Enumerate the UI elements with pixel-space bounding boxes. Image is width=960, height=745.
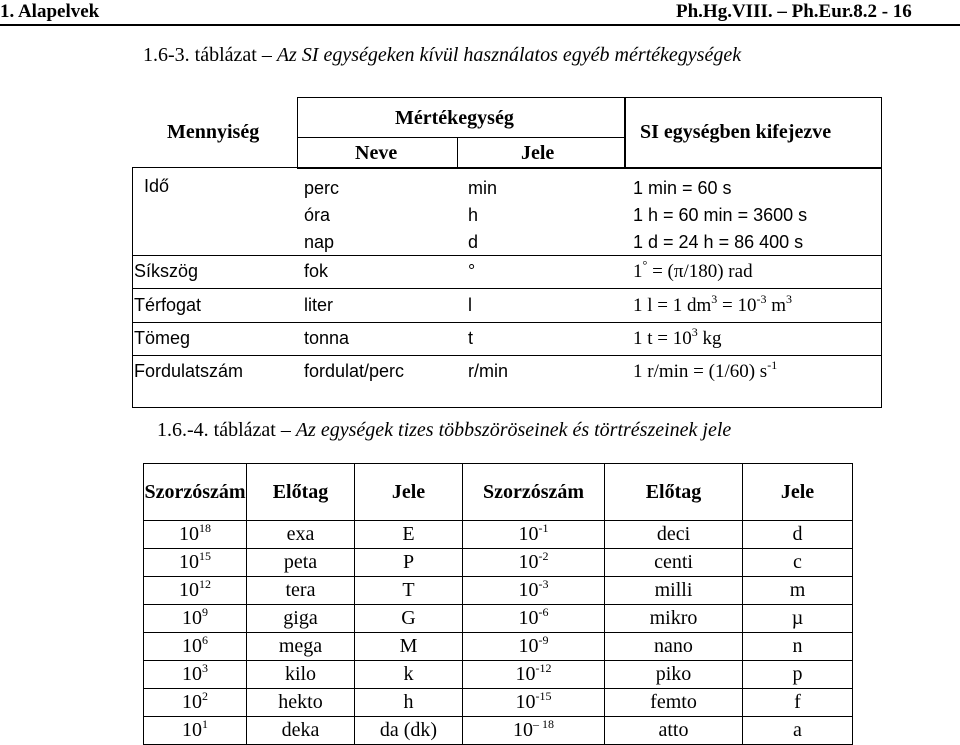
- prefix-text: deka: [281, 719, 320, 741]
- prefix-text: kilo: [284, 663, 317, 685]
- cell-name: óra: [304, 205, 331, 225]
- symbol-text: da (dk): [379, 719, 438, 741]
- multiplier-exponent: 12: [199, 577, 211, 591]
- si-text: 1: [633, 261, 643, 282]
- cell-si: [633, 258, 753, 283]
- multiplier-base: 10: [182, 607, 202, 629]
- multiplier-exponent: -6: [538, 605, 549, 619]
- symbol-cell: [355, 521, 463, 549]
- multiplier-base: 10: [182, 691, 202, 713]
- symbol-text: m: [789, 579, 806, 601]
- multiplier-base: 10: [518, 607, 539, 629]
- multiplier-cell: [463, 689, 605, 717]
- multiplier-exponent: -12: [535, 661, 552, 675]
- prefix-cell: [247, 605, 355, 633]
- prefix-text: centi: [654, 551, 693, 573]
- cell-symbol: r/min: [468, 361, 508, 381]
- header-symbol: Jele: [521, 142, 555, 164]
- header-subdivider: [457, 137, 458, 168]
- symbol-cell: [743, 521, 853, 549]
- symbol-text: n: [792, 635, 803, 657]
- symbol-text: µ: [791, 607, 804, 629]
- table2-caption-prefix: 1.6.-4. táblázat –: [157, 419, 296, 441]
- multiplier-cell: [463, 577, 605, 605]
- header-name: Neve: [355, 142, 398, 164]
- cell-si: 1 d = 24 h = 86 400 s: [633, 232, 804, 252]
- prefix-cell: [247, 633, 355, 661]
- col-multiplier: Szorzószám: [463, 464, 605, 521]
- symbol-text: a: [793, 719, 802, 741]
- header-si: SI egységben kifejezve: [640, 121, 832, 143]
- symbol-text: h: [403, 691, 414, 713]
- multiplier-cell: [144, 605, 247, 633]
- prefix-cell: [247, 661, 355, 689]
- symbol-cell: [355, 689, 463, 717]
- symbol-text: T: [402, 579, 415, 601]
- col-prefix: Előtag: [605, 464, 743, 521]
- si-exponent: -3: [756, 292, 767, 306]
- cell-quantity: Tömeg: [134, 328, 191, 348]
- multiplier-base: 10: [179, 579, 199, 601]
- prefix-text: hekto: [278, 691, 323, 713]
- prefix-cell: [247, 577, 355, 605]
- multiplier-base: 10: [179, 551, 199, 573]
- prefix-cell: [247, 717, 355, 745]
- multiplier-base: 10: [518, 579, 539, 601]
- table1-caption-title: Az SI egységeken kívül használatos egyéb mértékegységek: [276, 44, 742, 66]
- table-header-row: [144, 464, 853, 521]
- cell-symbol: d: [468, 232, 479, 252]
- multiplier-exponent: 15: [199, 549, 211, 563]
- prefix-text: piko: [655, 663, 692, 685]
- prefix-text: mega: [278, 635, 323, 657]
- col-prefix: Előtag: [247, 464, 355, 521]
- cell-si: [633, 358, 778, 383]
- multiplier-exponent: 1: [202, 717, 208, 731]
- multiplier-cell: [144, 689, 247, 717]
- row-divider: [132, 288, 882, 289]
- table-row: [144, 521, 853, 549]
- table-row: [144, 689, 853, 717]
- multiplier-cell: [144, 549, 247, 577]
- multiplier-base: 10: [515, 663, 536, 685]
- multiplier-base: 10: [515, 691, 536, 713]
- prefix-text: milli: [654, 579, 693, 601]
- prefix-text: tera: [285, 579, 316, 601]
- table-row: [144, 717, 853, 745]
- prefix-cell: [247, 549, 355, 577]
- cell-si: 1 min = 60 s: [633, 178, 732, 198]
- prefix-text: giga: [283, 607, 318, 629]
- si-text: 1 r/min = (1/60) s: [633, 361, 768, 382]
- header-unit: Mértékegység: [395, 107, 514, 129]
- table-row: [144, 661, 853, 689]
- symbol-cell: [743, 661, 853, 689]
- prefix-cell: [247, 521, 355, 549]
- multiplier-base: 10: [179, 523, 199, 545]
- table1-caption-prefix: 1.6-3. táblázat –: [143, 44, 277, 66]
- table2-caption-title: Az egységek tizes többszöröseinek és törtrészeinek jele: [295, 419, 732, 441]
- cell-name: liter: [304, 295, 334, 315]
- col-symbol: Jele: [743, 464, 853, 521]
- multiplier-cell: [144, 577, 247, 605]
- table2-caption: [157, 419, 731, 442]
- symbol-cell: [743, 633, 853, 661]
- prefix-text: atto: [658, 719, 689, 741]
- multiplier-exponent: -9: [538, 633, 549, 647]
- table-row: [144, 549, 853, 577]
- symbol-cell: [355, 577, 463, 605]
- multiplier-cell: [463, 549, 605, 577]
- multiplier-exponent: -2: [538, 549, 549, 563]
- table-row: [144, 605, 853, 633]
- symbol-cell: [355, 633, 463, 661]
- cell-symbol: h: [468, 205, 479, 225]
- cell-quantity: Fordulatszám: [134, 361, 244, 381]
- prefix-cell: [605, 577, 743, 605]
- prefix-text: deci: [656, 523, 691, 545]
- col-symbol: Jele: [355, 464, 463, 521]
- cell-names: [304, 175, 339, 256]
- cell-name: fordulat/perc: [304, 361, 405, 381]
- symbol-cell: [743, 605, 853, 633]
- si-exponent: 3: [786, 292, 793, 306]
- si-text: = (π/180) rad: [647, 261, 753, 282]
- multiplier-base: 10: [182, 635, 202, 657]
- si-text: = 10: [717, 295, 757, 316]
- multiplier-exponent: -15: [535, 689, 552, 703]
- header-quantity: Mennyiség: [167, 121, 260, 143]
- cell-name: tonna: [304, 328, 350, 348]
- si-text: m: [766, 295, 787, 316]
- si-text: 1 t = 10: [633, 328, 692, 349]
- cell-name: fok: [304, 261, 329, 281]
- multiplier-exponent: – 18: [533, 717, 554, 731]
- multiplier-cell: [463, 605, 605, 633]
- si-exponent: 3: [691, 325, 698, 339]
- multiplier-base: 10: [518, 523, 539, 545]
- table-row: [144, 577, 853, 605]
- prefix-cell: [605, 521, 743, 549]
- multiplier-cell: [144, 717, 247, 745]
- symbol-text: E: [402, 523, 415, 545]
- multiplier-base: 10: [182, 663, 202, 685]
- cell-quantity: Térfogat: [134, 295, 202, 315]
- prefix-cell: [605, 661, 743, 689]
- multiplier-exponent: -3: [538, 577, 549, 591]
- symbol-text: p: [792, 663, 803, 685]
- symbol-text: c: [793, 551, 802, 573]
- cell-symbol: °: [468, 261, 476, 281]
- prefix-table: [143, 463, 853, 745]
- header-divider: [297, 137, 626, 138]
- cell-quantity: Idő: [144, 176, 170, 196]
- symbol-text: M: [399, 635, 418, 657]
- symbol-text: P: [402, 551, 415, 573]
- prefix-text: exa: [286, 523, 315, 545]
- row-divider: [132, 355, 882, 356]
- multiplier-cell: [144, 661, 247, 689]
- table-row: [144, 633, 853, 661]
- multiplier-exponent: -1: [538, 521, 549, 535]
- cell-quantity: Síkszög: [134, 261, 199, 281]
- cell-si: [633, 292, 793, 317]
- symbol-cell: [743, 577, 853, 605]
- row-divider: [132, 322, 882, 323]
- cell-symbol: l: [468, 295, 472, 315]
- symbol-cell: [743, 717, 853, 745]
- multiplier-cell: [144, 521, 247, 549]
- symbol-cell: [355, 717, 463, 745]
- cell-symbols: [468, 175, 497, 256]
- cell-symbol: min: [468, 178, 498, 198]
- symbol-cell: [743, 549, 853, 577]
- multiplier-base: 10: [513, 719, 533, 741]
- cell-si: [633, 325, 722, 350]
- prefix-cell: [605, 717, 743, 745]
- multiplier-cell: [144, 633, 247, 661]
- multiplier-cell: [463, 521, 605, 549]
- prefix-text: peta: [283, 551, 318, 573]
- chapter-title: 1. Alapelvek: [0, 1, 100, 22]
- symbol-text: d: [792, 523, 803, 545]
- multiplier-exponent: 3: [202, 661, 208, 675]
- si-exponent: 3: [711, 292, 718, 306]
- pharmacopoeia-ref: Ph.Hg.VIII. – Ph.Eur.8.2 - 16: [676, 1, 912, 22]
- si-exponent: -1: [767, 358, 778, 372]
- multiplier-cell: [463, 661, 605, 689]
- prefix-text: mikro: [649, 607, 698, 629]
- multiplier-exponent: 9: [202, 605, 208, 619]
- si-exponent: °: [642, 258, 648, 272]
- prefix-table-body: [144, 521, 853, 745]
- symbol-cell: [355, 661, 463, 689]
- prefix-text: femto: [650, 691, 697, 713]
- prefix-text: nano: [654, 635, 693, 657]
- prefix-cell: [605, 605, 743, 633]
- multiplier-base: 10: [518, 635, 539, 657]
- prefix-cell: [247, 689, 355, 717]
- multiplier-cell: [463, 633, 605, 661]
- symbol-text: k: [403, 663, 414, 685]
- symbol-cell: [355, 549, 463, 577]
- multiplier-exponent: 18: [199, 521, 211, 535]
- cell-symbol: t: [468, 328, 474, 348]
- cell-name: nap: [304, 232, 335, 252]
- symbol-text: G: [401, 607, 416, 629]
- multiplier-base: 10: [182, 719, 202, 741]
- multiplier-exponent: 6: [202, 633, 208, 647]
- si-text: kg: [697, 328, 722, 349]
- symbol-cell: [743, 689, 853, 717]
- cell-name: perc: [304, 178, 340, 198]
- multiplier-exponent: 2: [202, 689, 208, 703]
- table1-caption: [143, 44, 741, 67]
- col-multiplier: Szorzószám: [144, 464, 247, 521]
- prefix-cell: [605, 549, 743, 577]
- si-text: 1 l = 1 dm: [633, 295, 712, 316]
- page-header: [0, 0, 960, 26]
- multiplier-cell: [463, 717, 605, 745]
- symbol-text: f: [794, 691, 801, 713]
- symbol-cell: [355, 605, 463, 633]
- multiplier-base: 10: [518, 551, 539, 573]
- prefix-cell: [605, 689, 743, 717]
- si-other-units-table: [134, 97, 881, 407]
- cell-si: 1 h = 60 min = 3600 s: [633, 205, 808, 225]
- cell-si-values: [633, 175, 807, 256]
- prefix-cell: [605, 633, 743, 661]
